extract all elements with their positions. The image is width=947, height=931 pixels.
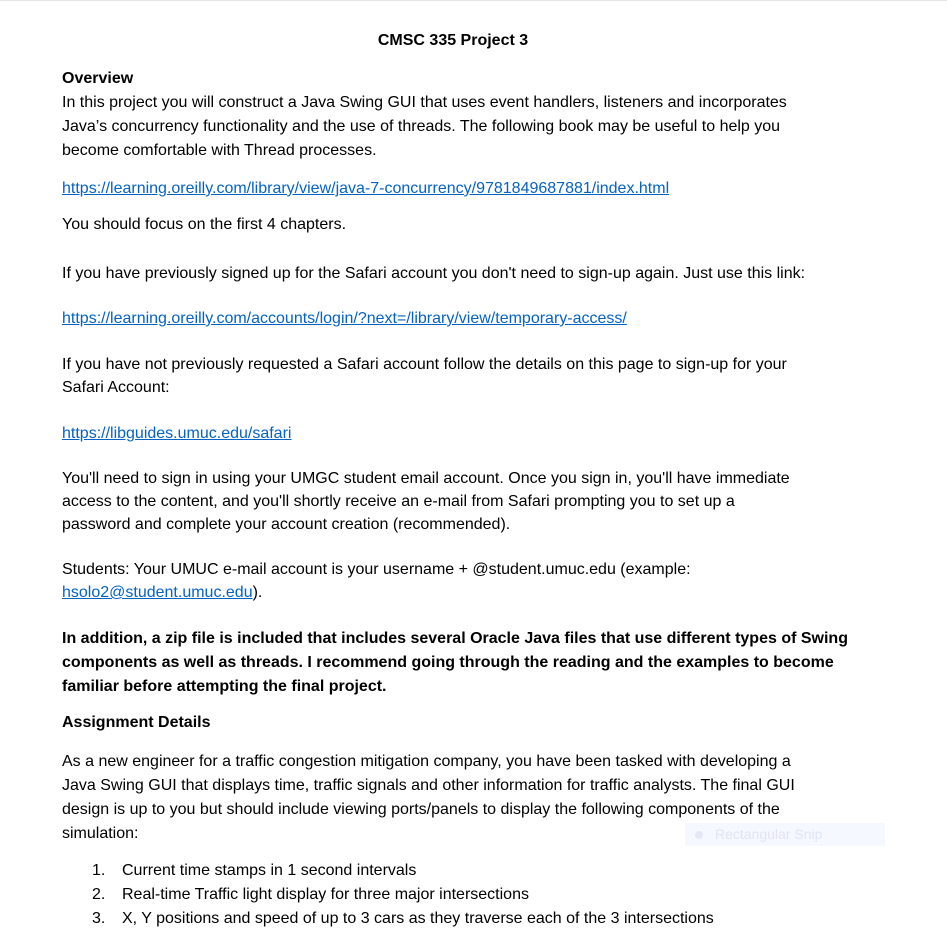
focus-line: You should focus on the first 4 chapters. [62,216,347,233]
example-email-link[interactable]: hsolo2@student.umuc.edu [62,584,253,601]
snip-label: Rectangular Snip [715,826,823,842]
assignment-line-4: simulation: [62,825,139,842]
students-line: Students: Your UMUC e-mail account is your username + @student.umuc.edu (example: [62,561,691,578]
page-title: CMSC 335 Project 3 [377,32,529,49]
list-item-number: 1. [92,862,106,879]
signed-up-line: If you have previously signed up for the Safari account you don't need to sign-up again. Just use this link: [62,265,806,282]
list-item [92,907,714,931]
login-link[interactable]: https://learning.oreilly.com/accounts/login/?next=/library/view/temporary-access/ [62,310,627,327]
list-item [92,859,416,883]
list-item-text: X, Y positions and speed of up to 3 cars as they traverse each of the 3 intersections [122,910,714,927]
assignment-line-2: Java Swing GUI that displays time, traffic signals and other information for traffic analysts. The final GUI [62,777,795,794]
sign-in-line-2: access to the content, and you'll shortly receive an e-mail from Safari prompting you to set up a [62,493,735,510]
assignment-line-1: As a new engineer for a traffic congestion mitigation company, you have been tasked with developing a [62,753,791,770]
book-link[interactable]: https://learning.oreilly.com/library/view/java-7-concurrency/9781849687881/index.html [62,180,670,197]
not-requested-line-1: If you have not previously requested a Safari account follow the details on this page to sign-up for your [62,356,787,373]
list-item-text: Real-time Traffic light display for three major intersections [122,886,529,903]
libguides-link[interactable]: https://libguides.umuc.edu/safari [62,425,292,442]
example-line [62,581,262,605]
sign-in-line-1: You'll need to sign in using your UMGC student email account. Once you sign in, you'll have immediate [62,470,790,487]
snip-dot-icon [695,831,703,839]
zip-line-3: familiar before attempting the final project. [62,678,387,695]
example-close: ). [252,584,263,601]
zip-line-1: In addition, a zip file is included that includes several Oracle Java files that use different types of Swing [62,630,848,647]
overview-line-2: Java’s concurrency functionality and the use of threads. The following book may be useful to help you [62,118,781,135]
assignment-heading: Assignment Details [62,714,211,731]
list-item-number: 3. [92,910,106,927]
rectangular-snip-overlay[interactable] [685,823,885,846]
list-item-number: 2. [92,886,106,903]
overview-heading: Overview [62,70,134,87]
overview-line-1: In this project you will construct a Java Swing GUI that uses event handlers, listeners and incorporates [62,94,787,111]
list-item [92,883,529,907]
not-requested-line-2: Safari Account: [62,379,170,396]
list-item-text: Current time stamps in 1 second intervals [122,862,417,879]
assignment-line-3: design is up to you but should include viewing ports/panels to display the following components of the [62,801,780,818]
overview-line-3: become comfortable with Thread processes. [62,142,377,159]
sign-in-line-3: password and complete your account creation (recommended). [62,516,511,533]
zip-line-2: components as well as threads. I recommend going through the reading and the examples to become [62,654,834,671]
